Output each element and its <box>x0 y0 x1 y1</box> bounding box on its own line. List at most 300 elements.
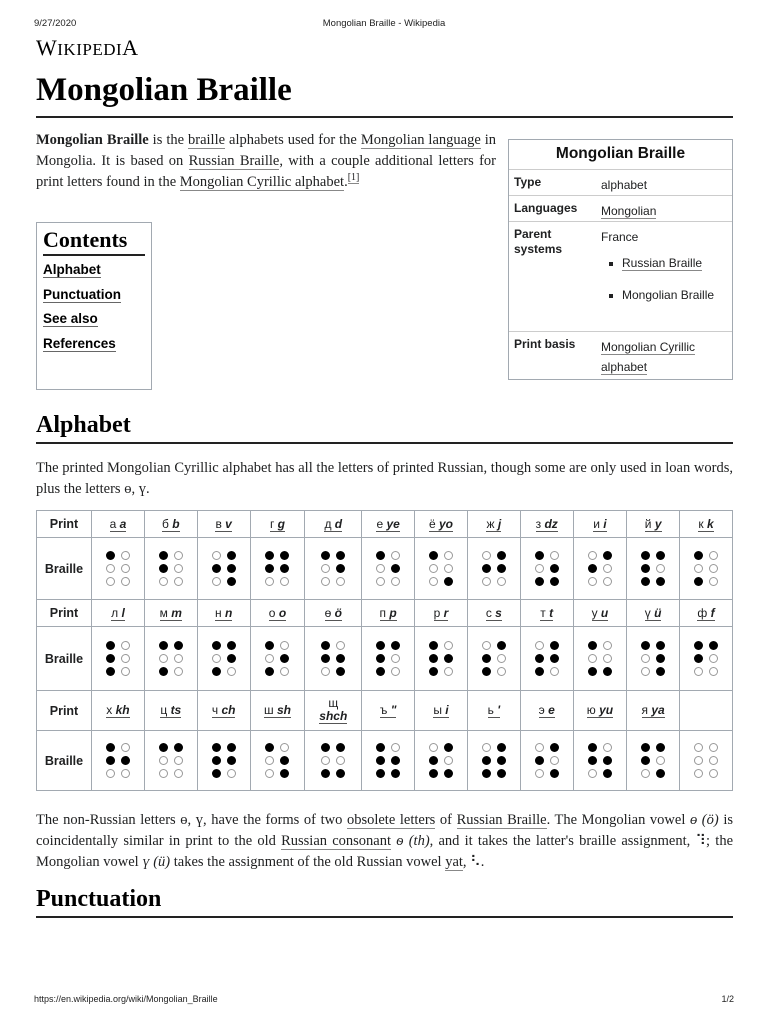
raised-dot <box>212 743 221 752</box>
transliteration: ö <box>334 605 342 620</box>
flat-dot <box>391 667 400 676</box>
print-row <box>37 600 733 627</box>
raised-dot <box>336 654 345 663</box>
raised-dot <box>265 667 274 676</box>
parent-list-item: Mongolian Braille <box>601 285 732 305</box>
braille-pattern <box>640 741 666 780</box>
raised-dot <box>376 667 385 676</box>
print-letter-cell <box>573 600 627 627</box>
raised-dot <box>535 756 544 765</box>
raised-dot <box>376 769 385 778</box>
cyrillic-letter: э <box>538 703 545 717</box>
flat-dot <box>391 577 400 586</box>
transliteration: a <box>119 516 127 531</box>
braille-row-header: Braille <box>37 538 92 600</box>
braille-pattern <box>211 549 237 588</box>
print-letter-link[interactable] <box>376 518 399 532</box>
braille-cell <box>144 538 197 600</box>
print-letter-link[interactable] <box>592 607 609 621</box>
raised-dot <box>588 743 597 752</box>
print-letter-link[interactable] <box>486 518 501 532</box>
raised-dot <box>106 743 115 752</box>
print-letter-cell <box>627 511 680 538</box>
cyrillic-letter: б <box>162 516 169 531</box>
flat-dot <box>603 641 612 650</box>
raised-dot <box>550 564 559 573</box>
braille-pattern <box>158 741 184 780</box>
braille-pattern <box>587 639 613 678</box>
flat-dot <box>280 641 289 650</box>
flat-dot <box>212 551 221 560</box>
flat-dot <box>336 756 345 765</box>
raised-dot <box>641 564 650 573</box>
flat-dot <box>265 756 274 765</box>
print-letter-cell <box>92 691 145 731</box>
braille-cell <box>92 731 145 791</box>
flat-dot <box>121 654 130 663</box>
transliteration: " <box>390 703 397 717</box>
flat-dot <box>174 769 183 778</box>
flat-dot <box>603 577 612 586</box>
raised-dot <box>321 654 330 663</box>
print-letter-link[interactable] <box>269 607 286 621</box>
braille-cell <box>467 627 520 691</box>
flat-dot <box>429 564 438 573</box>
print-letter-link[interactable] <box>698 518 713 532</box>
flat-dot <box>535 743 544 752</box>
print-letter-cell <box>92 600 145 627</box>
cyrillic-letter: в <box>215 516 222 531</box>
raised-dot <box>212 564 221 573</box>
cyrillic-letter: ы <box>433 703 442 717</box>
braille-cell <box>573 731 627 791</box>
flat-dot <box>444 667 453 676</box>
flat-dot <box>709 756 718 765</box>
raised-dot <box>159 641 168 650</box>
flat-dot <box>588 769 597 778</box>
print-letter-link[interactable] <box>380 607 397 621</box>
raised-dot <box>656 654 665 663</box>
cyrillic-letter: н <box>214 605 222 620</box>
transliteration: p <box>389 605 397 620</box>
flat-dot <box>321 756 330 765</box>
print-letter-cell <box>92 511 145 538</box>
link-mongolian-language[interactable]: Mongolian language <box>360 132 481 148</box>
raised-dot <box>227 743 236 752</box>
wikipedia-wordmark[interactable] <box>36 35 139 61</box>
flat-dot <box>376 577 385 586</box>
transliteration: yu <box>599 703 614 717</box>
flat-dot <box>391 654 400 663</box>
cyrillic-letter: к <box>698 516 704 531</box>
print-letter-link[interactable] <box>160 607 182 621</box>
raised-dot <box>212 641 221 650</box>
transliteration: kh <box>115 703 130 717</box>
raised-dot <box>212 667 221 676</box>
print-date: 9/27/2020 <box>34 18 77 29</box>
print-letter-link[interactable] <box>642 704 665 718</box>
raised-dot <box>656 551 665 560</box>
toc-item-alphabet[interactable]: Alphabet <box>43 262 101 277</box>
print-letter-link[interactable] <box>380 704 397 718</box>
transliteration: ch <box>221 703 236 717</box>
raised-dot <box>336 743 345 752</box>
raised-dot <box>159 564 168 573</box>
flat-dot <box>709 551 718 560</box>
raised-dot <box>641 577 650 586</box>
raised-dot <box>280 654 289 663</box>
flat-dot <box>280 577 289 586</box>
print-letter-cell <box>197 691 250 731</box>
print-letter-link[interactable] <box>106 704 129 718</box>
raised-dot <box>550 769 559 778</box>
print-letter-link[interactable] <box>540 607 553 621</box>
braille-pattern <box>481 741 507 780</box>
braille-table <box>36 510 733 791</box>
print-letter-cell <box>573 691 627 731</box>
transliteration: dz <box>544 516 558 531</box>
braille-cell <box>520 731 573 791</box>
braille-cell <box>305 627 362 691</box>
flat-dot <box>159 756 168 765</box>
braille-pattern <box>320 741 346 780</box>
raised-dot <box>588 667 597 676</box>
link-russian-consonant[interactable]: Russian consonant <box>281 833 392 849</box>
link-braille[interactable]: braille <box>188 132 226 148</box>
flat-dot <box>588 654 597 663</box>
transliteration: ü <box>654 605 662 620</box>
braille-row <box>37 627 733 691</box>
braille-cell <box>680 627 733 691</box>
raised-dot <box>212 769 221 778</box>
link-mongolian-cyrillic[interactable]: Mongolian Cyrillic alphabet <box>179 174 345 190</box>
flat-dot <box>709 654 718 663</box>
braille-pattern <box>105 639 131 678</box>
print-row <box>37 691 733 731</box>
flat-dot <box>709 564 718 573</box>
raised-dot <box>336 564 345 573</box>
flat-dot <box>709 577 718 586</box>
flat-dot <box>656 564 665 573</box>
link-yat[interactable]: yat <box>445 854 463 870</box>
cyrillic-letter: ё <box>428 516 436 531</box>
print-letter-cell <box>467 511 520 538</box>
braille-pattern <box>428 639 454 678</box>
braille-pattern <box>375 639 401 678</box>
braille-pattern <box>105 549 131 588</box>
print-letter-link[interactable] <box>270 518 285 532</box>
transliteration: l <box>121 605 125 620</box>
print-letter-link[interactable] <box>264 704 291 718</box>
print-letter-link[interactable] <box>160 704 181 718</box>
print-letter-cell <box>520 600 573 627</box>
print-letter-cell <box>680 691 733 731</box>
braille-row <box>37 731 733 791</box>
cyrillic-letter: д <box>324 516 332 531</box>
raised-dot <box>694 551 703 560</box>
braille-cell <box>627 538 680 600</box>
cyrillic-letter: й <box>644 516 652 531</box>
flat-dot <box>212 577 221 586</box>
print-letter-link[interactable] <box>697 607 714 621</box>
print-letter-link[interactable] <box>587 704 613 718</box>
link-print-basis[interactable]: Mongolian Cyrillic alphabet <box>601 340 696 374</box>
raised-dot <box>482 564 491 573</box>
raised-dot <box>444 769 453 778</box>
braille-pattern <box>375 549 401 588</box>
infobox-row-languages: Languages Mongolian <box>509 196 732 222</box>
heading-punctuation: Punctuation <box>36 886 162 912</box>
braille-cell <box>520 538 573 600</box>
print-letter-link[interactable] <box>593 518 606 532</box>
transliteration: g <box>277 516 286 531</box>
flat-dot <box>444 641 453 650</box>
link-note-russian-braille[interactable]: Russian Braille <box>456 812 547 828</box>
transliteration: s <box>495 605 502 620</box>
braille-pattern <box>693 549 719 588</box>
braille-pattern <box>158 549 184 588</box>
toc-title: Contents <box>43 227 145 256</box>
flat-dot <box>444 756 453 765</box>
print-letter-link[interactable] <box>433 704 448 718</box>
reference-1[interactable]: [1] <box>347 172 360 184</box>
toc-item-references[interactable]: References <box>43 335 116 351</box>
raised-dot <box>641 551 650 560</box>
braille-cell <box>144 627 197 691</box>
braille-cell <box>415 538 468 600</box>
print-row-header: Print <box>37 691 92 731</box>
cyrillic-letter: ь <box>487 703 494 717</box>
cyrillic-letter: з <box>535 516 542 531</box>
raised-dot <box>482 667 491 676</box>
cyrillic-letter: п <box>379 605 387 620</box>
print-letter-link[interactable] <box>212 704 236 718</box>
flat-dot <box>376 564 385 573</box>
print-letter-link[interactable] <box>429 518 453 532</box>
transliteration: sh <box>276 703 291 717</box>
cyrillic-letter: о <box>268 605 276 620</box>
flat-dot <box>336 577 345 586</box>
transliteration: k <box>706 516 714 531</box>
flat-dot <box>174 756 183 765</box>
raised-dot <box>106 641 115 650</box>
print-letter-cell <box>362 511 415 538</box>
infobox <box>508 139 733 380</box>
print-letter-link[interactable] <box>486 607 502 621</box>
flat-dot <box>656 756 665 765</box>
link-obsolete-letters[interactable]: obsolete letters <box>346 812 436 828</box>
print-letter-cell <box>197 511 250 538</box>
flat-dot <box>336 641 345 650</box>
transliteration: v <box>225 516 232 531</box>
braille-cell <box>680 538 733 600</box>
raised-dot <box>429 641 438 650</box>
raised-dot <box>535 654 544 663</box>
alphabet-divider <box>36 442 733 444</box>
print-letter-link[interactable] <box>215 607 232 621</box>
print-letter-link[interactable] <box>645 607 662 621</box>
raised-dot <box>212 756 221 765</box>
print-letter-link[interactable] <box>162 518 180 532</box>
print-letter-link[interactable] <box>325 607 342 621</box>
braille-cell <box>573 538 627 600</box>
flat-dot <box>174 667 183 676</box>
alphabet-note: The non-Russian letters ө, ү, have the forms of two obsolete letters of Russian Braille. The Mongolian vowel ө (ö) is coincidentally similar in print to the old Russian consonant ѳ (th), and it takes the latter's braille assignment, ⠹; the Mongolian vowel ү (ü) takes the assignment of the old Russian vowel yat, ⠣. <box>36 812 734 870</box>
transliteration: yo <box>439 516 454 531</box>
raised-dot <box>656 769 665 778</box>
flat-dot <box>709 743 718 752</box>
braille-pattern <box>105 741 131 780</box>
braille-pattern <box>640 639 666 678</box>
flat-dot <box>429 743 438 752</box>
raised-dot <box>641 641 650 650</box>
cyrillic-letter: и <box>593 516 600 531</box>
transliteration: ts <box>170 703 182 717</box>
flat-dot <box>444 564 453 573</box>
print-letter-link[interactable] <box>536 518 558 532</box>
raised-dot <box>280 756 289 765</box>
print-letter-link[interactable] <box>434 607 449 621</box>
flat-dot <box>212 654 221 663</box>
print-row <box>37 511 733 538</box>
print-letter-link[interactable] <box>645 518 662 532</box>
intro-bold-term: Mongolian Braille <box>36 132 149 148</box>
cyrillic-letter: ү <box>644 605 651 620</box>
transliteration: ya <box>651 703 665 717</box>
link-russian-braille[interactable]: Russian Braille <box>188 153 280 169</box>
cyrillic-letter: с <box>485 605 492 620</box>
page-title: Mongolian Braille <box>36 72 292 108</box>
braille-pattern <box>481 549 507 588</box>
raised-dot <box>588 756 597 765</box>
braille-pattern <box>428 549 454 588</box>
flat-dot <box>709 769 718 778</box>
raised-dot <box>535 551 544 560</box>
print-letter-cell <box>467 691 520 731</box>
flat-dot <box>280 743 289 752</box>
flat-dot <box>121 641 130 650</box>
print-letter-cell <box>362 691 415 731</box>
print-letter-cell <box>197 600 250 627</box>
flat-dot <box>227 769 236 778</box>
raised-dot <box>121 756 130 765</box>
flat-dot <box>174 564 183 573</box>
print-letter-cell <box>680 600 733 627</box>
raised-dot <box>391 564 400 573</box>
braille-cell <box>305 538 362 600</box>
print-row-header: Print <box>37 600 92 627</box>
flat-dot <box>641 769 650 778</box>
print-letter-link[interactable] <box>111 607 125 621</box>
flat-dot <box>482 743 491 752</box>
print-letter-cell <box>627 691 680 731</box>
print-letter-cell <box>415 600 468 627</box>
braille-pattern <box>428 741 454 780</box>
raised-dot <box>694 577 703 586</box>
flat-dot <box>159 577 168 586</box>
raised-dot <box>159 667 168 676</box>
print-letter-cell <box>305 511 362 538</box>
flat-dot <box>535 564 544 573</box>
flat-dot <box>429 577 438 586</box>
print-letter-link[interactable] <box>539 704 555 718</box>
print-letter-cell <box>250 600 305 627</box>
raised-dot <box>497 641 506 650</box>
raised-dot <box>497 756 506 765</box>
braille-cell <box>362 731 415 791</box>
flat-dot <box>121 769 130 778</box>
print-letter-link[interactable] <box>215 518 231 532</box>
braille-row <box>37 538 733 600</box>
flat-dot <box>121 667 130 676</box>
print-letter-link[interactable] <box>324 518 342 532</box>
raised-dot <box>227 577 236 586</box>
braille-pattern <box>158 639 184 678</box>
flat-dot <box>694 564 703 573</box>
cyrillic-letter: е <box>376 516 384 531</box>
braille-pattern <box>640 549 666 588</box>
flat-dot <box>227 667 236 676</box>
raised-dot <box>444 743 453 752</box>
flat-dot <box>265 769 274 778</box>
raised-dot <box>641 743 650 752</box>
print-page-title: Mongolian Braille - Wikipedia <box>322 18 446 29</box>
flat-dot <box>535 769 544 778</box>
print-letter-link[interactable] <box>110 518 127 532</box>
link-parent-russian-braille[interactable]: Russian Braille <box>622 256 703 270</box>
flat-dot <box>588 551 597 560</box>
print-letter-cell <box>144 600 197 627</box>
flat-dot <box>321 577 330 586</box>
toc-item-see-also[interactable]: See also <box>43 311 98 326</box>
braille-row-header: Braille <box>37 731 92 791</box>
raised-dot <box>429 551 438 560</box>
flat-dot <box>121 551 130 560</box>
print-letter-link[interactable] <box>319 697 347 724</box>
transliteration: u <box>600 605 609 620</box>
toc-item-punctuation[interactable]: Punctuation <box>43 286 121 302</box>
braille-cell <box>627 627 680 691</box>
braille-cell <box>92 627 145 691</box>
cyrillic-letter: г <box>269 516 275 531</box>
wordmark-last: A <box>122 35 139 60</box>
flat-dot <box>641 654 650 663</box>
transliteration: t <box>549 605 554 620</box>
braille-pattern <box>375 741 401 780</box>
flat-dot <box>106 577 115 586</box>
flat-dot <box>550 756 559 765</box>
raised-dot <box>376 641 385 650</box>
print-letter-cell <box>144 511 197 538</box>
braille-cell <box>467 731 520 791</box>
print-letter-link[interactable] <box>488 704 500 718</box>
raised-dot <box>482 756 491 765</box>
wordmark-first: W <box>36 35 58 60</box>
transliteration: m <box>171 605 182 620</box>
heading-alphabet: Alphabet <box>36 412 131 438</box>
raised-dot <box>265 564 274 573</box>
cyrillic-letter: ж <box>486 516 495 531</box>
print-letter-cell <box>520 511 573 538</box>
raised-dot <box>336 551 345 560</box>
alphabet-intro: The printed Mongolian Cyrillic alphabet has all the letters of printed Russian, though some are only used in loan words, plus the letters ө, ү. <box>36 460 733 497</box>
braille-pattern <box>534 741 560 780</box>
raised-dot <box>265 743 274 752</box>
raised-dot <box>482 769 491 778</box>
flat-dot <box>482 641 491 650</box>
link-mongolian[interactable]: Mongolian <box>601 204 657 218</box>
flat-dot <box>121 743 130 752</box>
